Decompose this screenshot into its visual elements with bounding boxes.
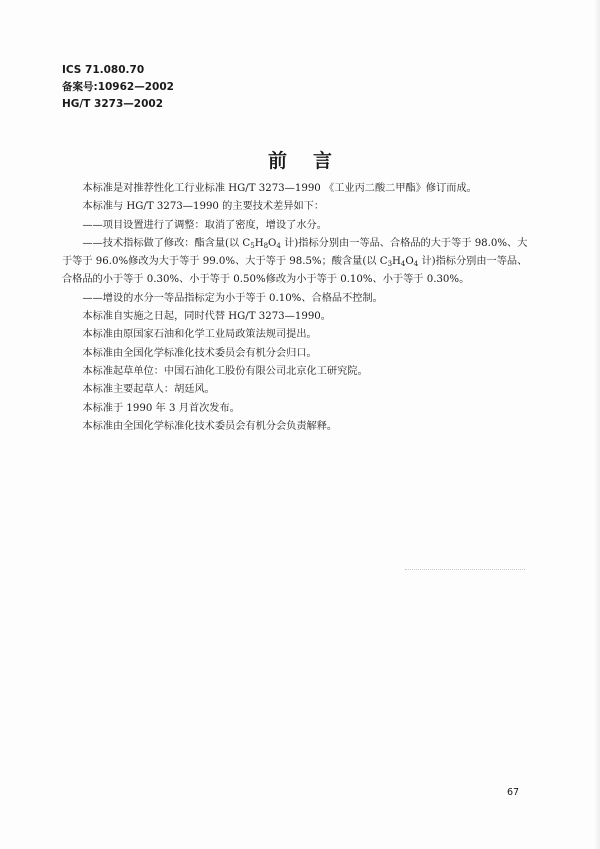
page-title: 前言 bbox=[267, 150, 358, 172]
paragraph-1: 本标准是对推荐性化工行业标准 HG/T 3273—1990 《工业丙二酸二甲酯》修订而成。 bbox=[82, 183, 477, 194]
paragraph-3: ——项目设置进行了调整：取消了密度，增设了水分。 bbox=[82, 219, 327, 231]
p4-sub: 4 bbox=[413, 260, 419, 269]
p4-text-a: ——技术指标做了修改：酯含量(以 C bbox=[82, 237, 251, 249]
p4-text-b: 计)指标分别由一等品、合格品的大于等于 98.0%、大于等于 96.0%修改为大于等于 99.0%、大于等于 98.5%；酸含量(以 C bbox=[62, 237, 528, 268]
paragraph-12: 本标准由全国化学标准化技术委员会有机分会负责解释。 bbox=[82, 420, 338, 432]
standard-code: HG/T 3273—2002 bbox=[62, 98, 164, 110]
paragraph-10: 本标准主要起草人：胡廷风。 bbox=[82, 384, 215, 396]
scan-edge-shadow bbox=[594, 0, 600, 849]
p4-sub: 4 bbox=[400, 260, 406, 269]
p4-text: H bbox=[392, 256, 401, 268]
scan-artifact-line bbox=[405, 569, 525, 570]
paragraph-4 bbox=[62, 235, 532, 290]
paragraph-9: 本标准起草单位：中国石油化工股份有限公司北京化工研究院。 bbox=[82, 365, 368, 377]
page-number: 67 bbox=[507, 787, 520, 798]
p4-sub: 8 bbox=[263, 241, 269, 250]
ics-code: ICS 71.080.70 bbox=[62, 64, 145, 76]
paragraph-7: 本标准由原国家石油和化学工业局政策法规司提出。 bbox=[82, 329, 317, 341]
paragraph-8: 本标准由全国化学标准化技术委员会有机分会归口。 bbox=[82, 347, 317, 359]
p4-text: O bbox=[405, 256, 414, 268]
paragraph-6: 本标准自实施之日起，同时代替 HG/T 3273—1990。 bbox=[82, 311, 331, 323]
record-number: 备案号:10962—2002 bbox=[62, 81, 174, 93]
paragraph-5: ——增设的水分一等品指标定为小于等于 0.10%、合格品不控制。 bbox=[82, 292, 383, 304]
p4-text: H bbox=[254, 237, 264, 249]
p4-text: O bbox=[268, 237, 277, 249]
standard-header bbox=[62, 62, 174, 113]
paragraph-11: 本标准于 1990 年 3 月首次发布。 bbox=[82, 402, 240, 414]
p4-sub: 5 bbox=[250, 241, 255, 250]
foreword-body bbox=[62, 180, 532, 436]
p4-text-c: 计)指标分别由一等品、合格品的小于等于 0.30%、小于等于 0.50%修改为小于等于 0.10%、小于等于 0.30%。 bbox=[62, 256, 528, 286]
paragraph-2: 本标准与 HG/T 3273—1990 的主要技术差异如下： bbox=[82, 201, 325, 213]
p4-sub: 3 bbox=[387, 260, 393, 269]
p4-sub: 4 bbox=[276, 241, 281, 250]
